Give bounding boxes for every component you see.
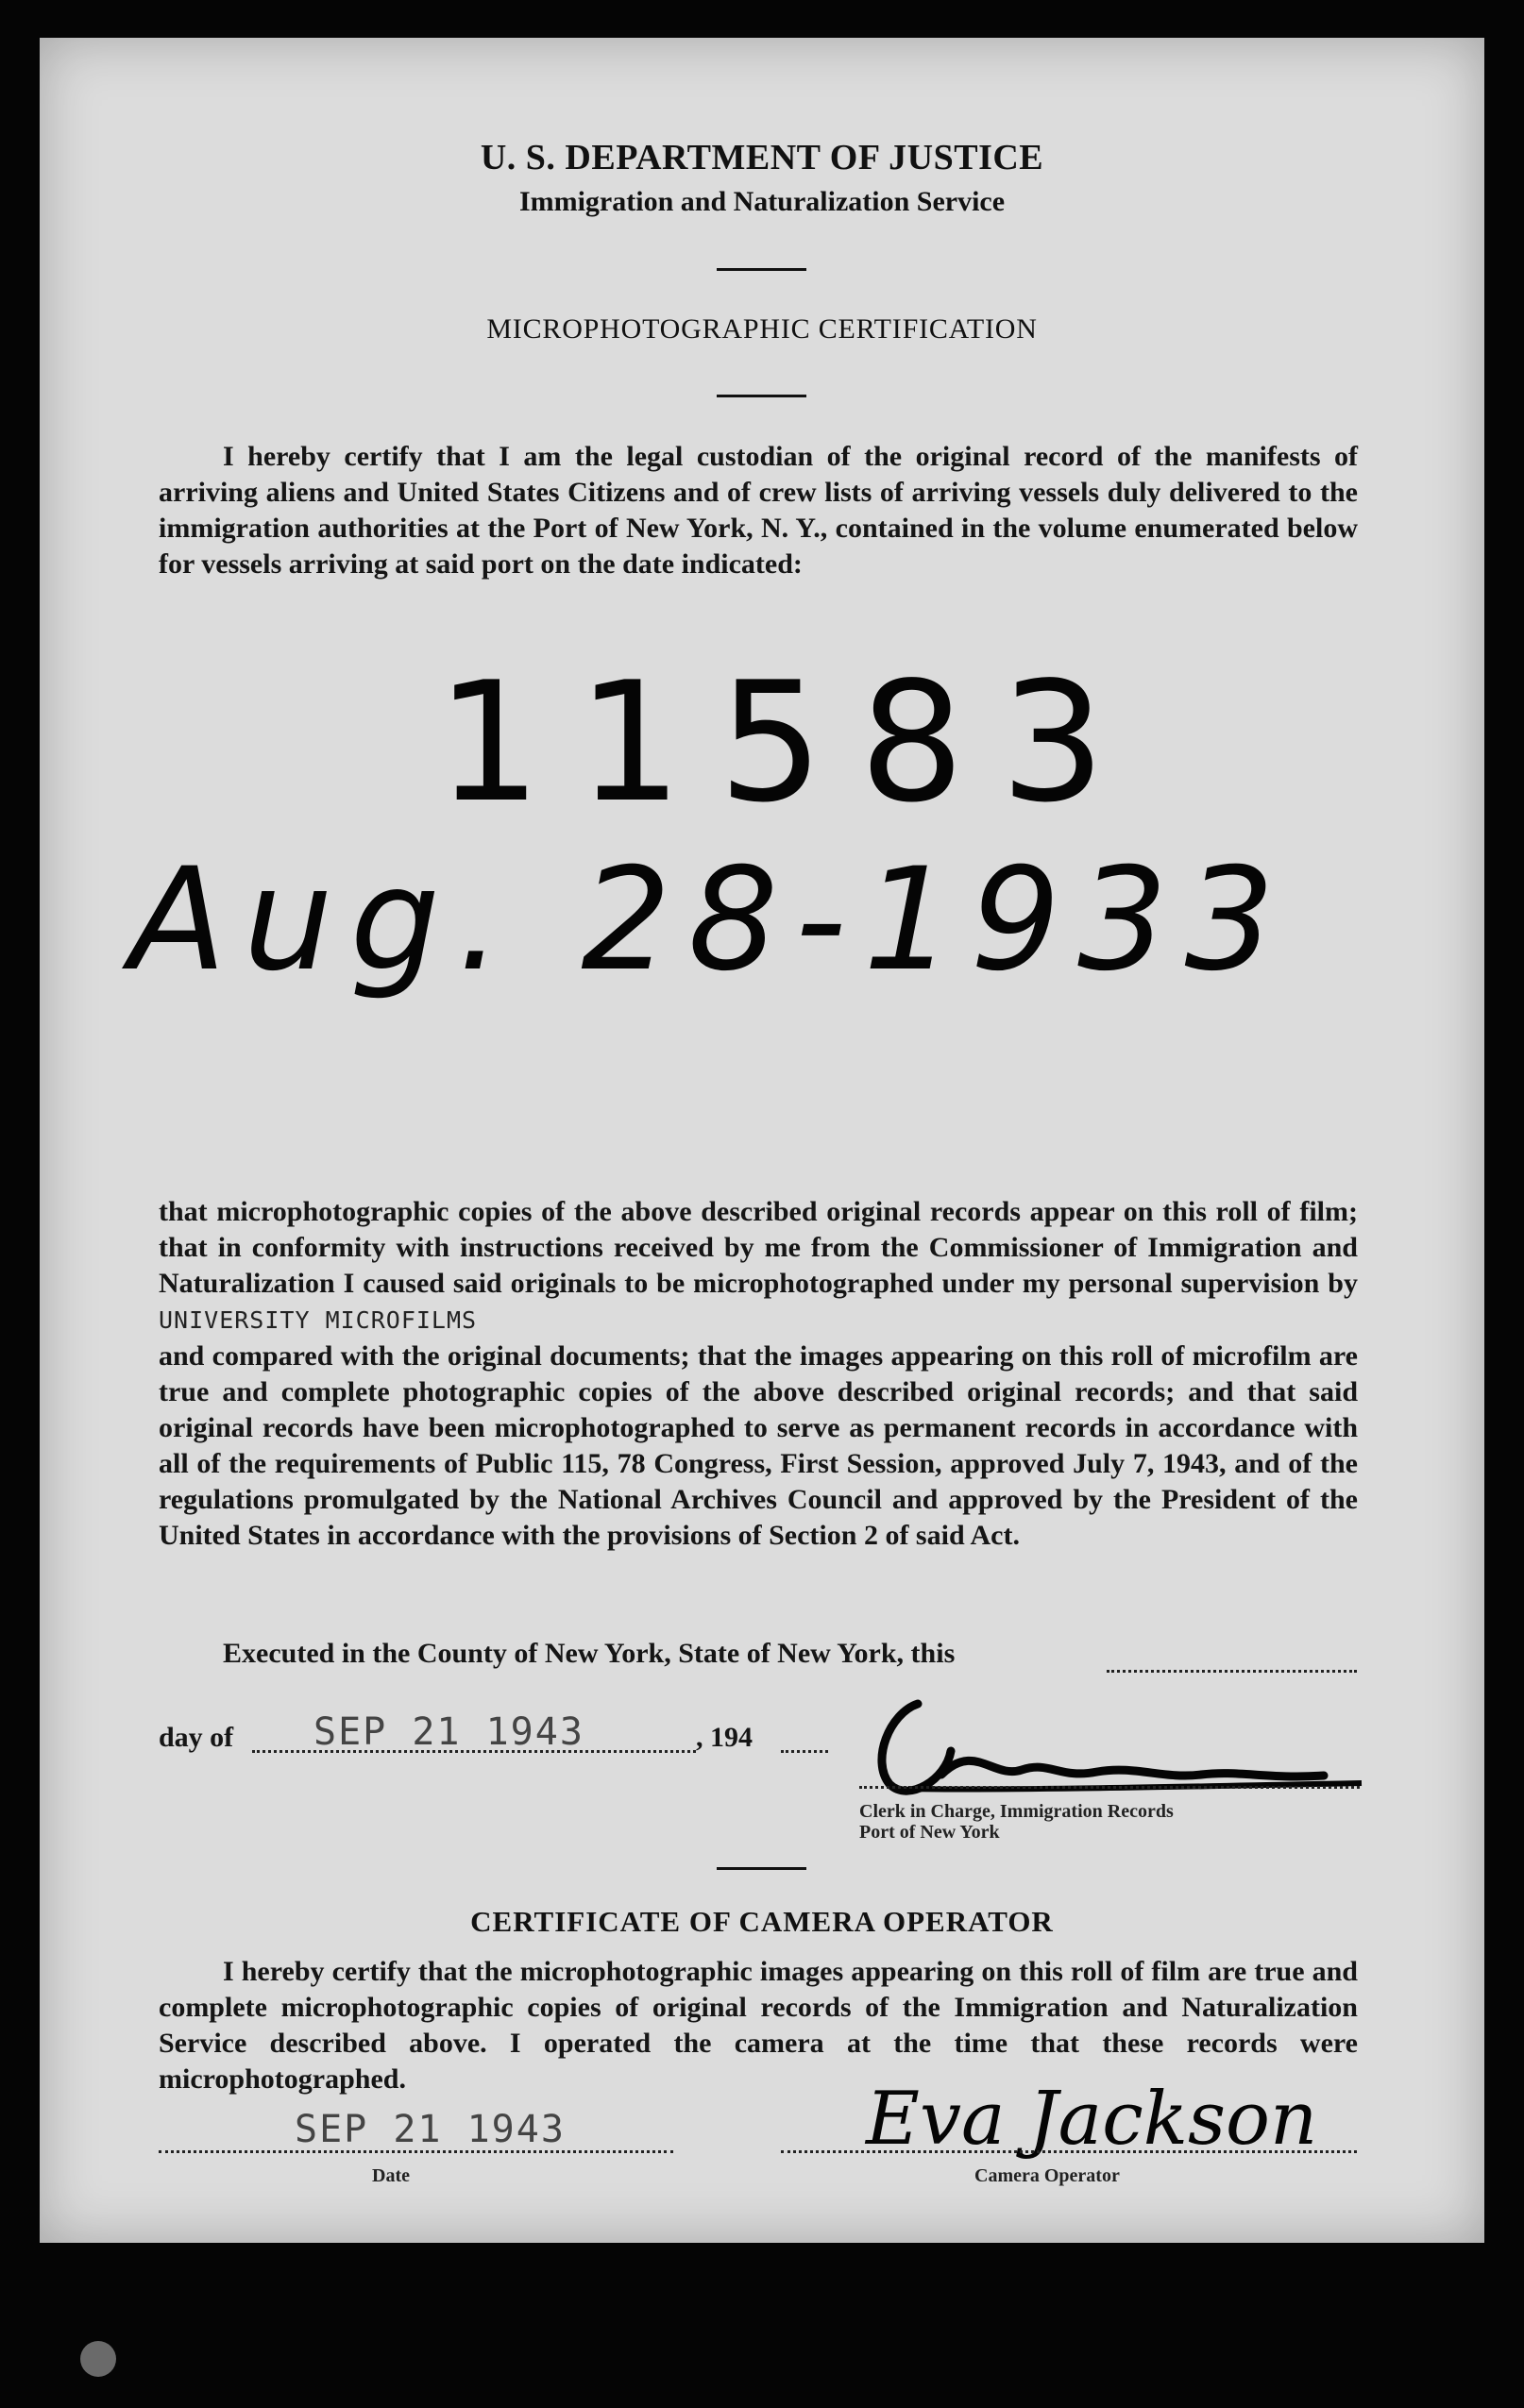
year-blank: [781, 1750, 828, 1753]
operator-signature: Eva Jackson: [866, 2077, 1318, 2162]
year-label: , 194: [696, 1722, 753, 1753]
handwritten-volume-number: 11583: [436, 648, 1142, 839]
body-text-1: that microphotographic copies of the above described original records appear on this roll of film; that in conformity with instructions received by me from the Commissioner of Immigration and Naturalization I caused said originals to be microphotographed under my personal supervision by: [159, 1196, 1358, 1299]
body-text-2: and compared with the original documents; that the images appearing on this roll of microfilm are true and complete photographic copies of the above described original records; and that said original records have been microphotographed to serve as permanent records in accordance with all of the requirements of Public 115, 78 Congress, First Session, approved July 7, 1943, and of the regulations promulgated by the National Archives Council and approved by the President of the United States in accordance with the provisions of Section 2 of said Act.: [159, 1340, 1358, 1551]
certificate-page: [40, 38, 1484, 2243]
clerk-port: Port of New York: [859, 1822, 1000, 1843]
divider: [717, 1867, 806, 1870]
operator-label: Camera Operator: [974, 2165, 1120, 2186]
handwritten-volume-date: Aug. 28-1933: [129, 838, 1292, 1002]
divider: [717, 268, 806, 271]
date-line: [159, 2150, 673, 2153]
certification-title: MICROPHOTOGRAPHIC CERTIFICATION: [486, 313, 1038, 345]
service-subtitle: Immigration and Naturalization Service: [518, 186, 1006, 217]
camera-date-stamp: SEP 21 1943: [295, 2108, 566, 2151]
intro-paragraph: [159, 439, 1358, 582]
camera-text: I hereby certify that the microphotographic images appearing on this roll of film are true and complete microphotographic copies of original records of the Immigration and Naturalization Service described above. I operated the camera at the time that these records were microphotographed.: [159, 1956, 1358, 2095]
body-paragraph: [159, 1194, 1358, 1554]
executed-blank: [1107, 1670, 1357, 1673]
clerk-signature-line: [859, 1786, 1360, 1789]
typed-microfilm-company: UNIVERSITY MICROFILMS: [159, 1306, 478, 1334]
camera-operator-title: CERTIFICATE OF CAMERA OPERATOR: [470, 1905, 1054, 1938]
film-punch-hole: [80, 2341, 116, 2377]
clerk-title: Clerk in Charge, Immigration Records: [859, 1801, 1174, 1822]
date-label: Date: [372, 2165, 410, 2186]
day-of-label: day of: [159, 1722, 234, 1753]
department-title: U. S. DEPARTMENT OF JUSTICE: [480, 138, 1044, 177]
executed-text: Executed in the County of New York, State of New York, this: [223, 1638, 956, 1669]
divider: [717, 395, 806, 397]
executed-line: [159, 1636, 1358, 1672]
operator-signature-line: [781, 2150, 1357, 2153]
intro-text: I hereby certify that I am the legal custodian of the original record of the manifests of arriving aliens and United States Citizens and of crew lists of arriving vessels duly delivered to the immigration authorities at the Port of New York, N. Y., contained in the volume enumerated below for vessels arriving at said port on the date indicated:: [159, 441, 1358, 580]
date-stamp: SEP 21 1943: [313, 1710, 584, 1754]
